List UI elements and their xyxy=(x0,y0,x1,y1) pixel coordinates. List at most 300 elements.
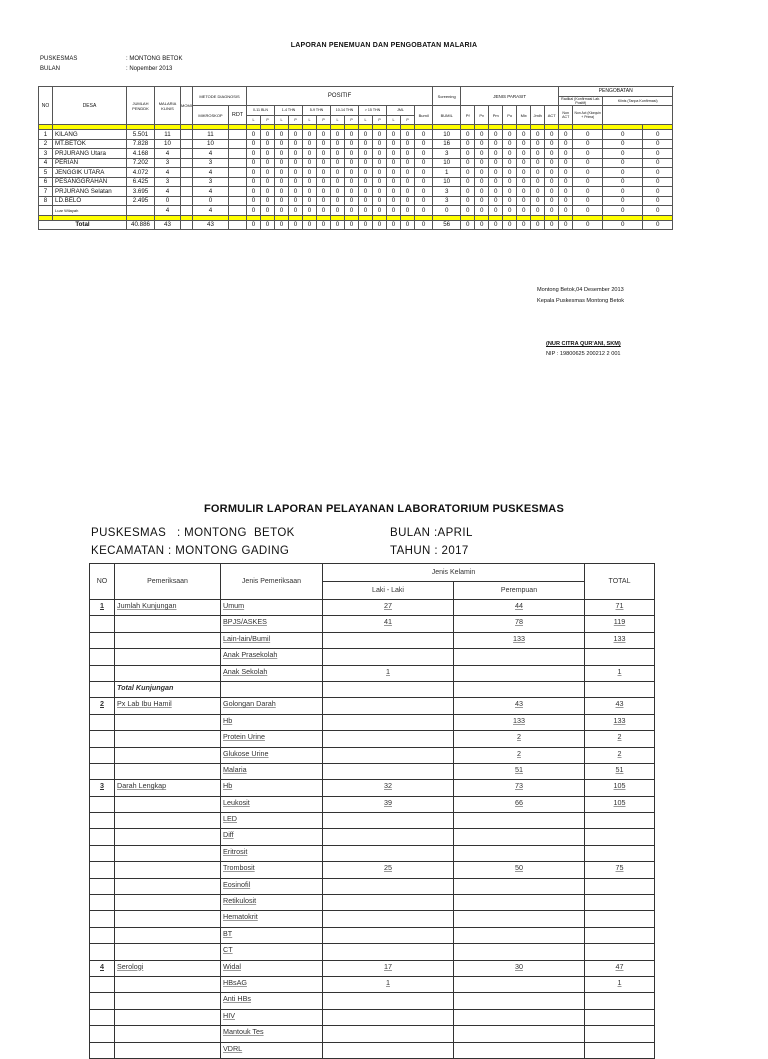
lab-pemeriksaan xyxy=(115,763,221,779)
zero-cell: 0 xyxy=(289,149,303,159)
col-bumil2: BUMIL xyxy=(433,106,461,125)
row-non-act: 0 xyxy=(573,149,603,159)
zero-cell: 0 xyxy=(331,158,345,168)
col-l: L xyxy=(275,115,289,125)
row-rdt xyxy=(229,158,247,168)
zero-cell: 0 xyxy=(517,196,531,206)
col-p: P xyxy=(345,115,359,125)
malaria-row xyxy=(39,187,673,197)
lab-no xyxy=(90,813,115,829)
zero-cell: 0 xyxy=(475,139,489,149)
lab-no xyxy=(90,796,115,812)
lab-row xyxy=(90,747,655,763)
lab-pemeriksaan xyxy=(115,813,221,829)
zero-cell: 0 xyxy=(415,139,433,149)
col-age3: 5-9 THN xyxy=(303,106,331,116)
zero-cell: 0 xyxy=(247,168,261,178)
zero-cell: 0 xyxy=(559,220,573,230)
col-act: ACT xyxy=(545,106,559,125)
row-rdt xyxy=(229,187,247,197)
zero-cell: 0 xyxy=(331,196,345,206)
zero-cell: 0 xyxy=(303,149,317,159)
row-screening: 16 xyxy=(433,139,461,149)
col-no: NO xyxy=(39,87,53,125)
zero-cell: 0 xyxy=(559,168,573,178)
lab-row xyxy=(90,845,655,861)
lab-jenis: HBsAG xyxy=(221,976,323,992)
row-screening: 3 xyxy=(433,149,461,159)
lab-no xyxy=(90,649,115,665)
zero-cell: 0 xyxy=(401,149,415,159)
lab-jenis: Trombosit xyxy=(221,862,323,878)
lab-laki: 17 xyxy=(323,960,454,976)
lab-no xyxy=(90,829,115,845)
zero-cell: 0 xyxy=(331,139,345,149)
lab-row xyxy=(90,944,655,960)
malaria-table xyxy=(38,86,673,230)
row-klinis-tanpa: 0 xyxy=(643,158,673,168)
lab-total xyxy=(585,681,655,697)
col-screening: Screening xyxy=(433,87,461,106)
lab-pemeriksaan xyxy=(115,632,221,648)
zero-cell: 0 xyxy=(303,206,317,216)
zero-cell: 0 xyxy=(517,220,531,230)
row-non-act: 0 xyxy=(573,206,603,216)
lab-pemeriksaan xyxy=(115,927,221,943)
zero-cell: 0 xyxy=(559,206,573,216)
zero-cell: 0 xyxy=(461,177,475,187)
total-screening: 56 xyxy=(433,220,461,230)
zero-cell: 0 xyxy=(387,139,401,149)
row-no: 4 xyxy=(39,158,53,168)
zero-cell: 0 xyxy=(373,158,387,168)
lab-jenis: Eosinofil xyxy=(221,878,323,894)
zero-cell: 0 xyxy=(401,206,415,216)
lab-pemeriksaan xyxy=(115,1009,221,1025)
zero-cell: 0 xyxy=(503,158,517,168)
row-jumlah: 4.072 xyxy=(127,168,155,178)
zero-cell: 0 xyxy=(303,187,317,197)
row-jumlah: 5.501 xyxy=(127,130,155,140)
lab-total: 1 xyxy=(585,665,655,681)
zero-cell: 0 xyxy=(489,168,503,178)
lab-total xyxy=(585,845,655,861)
zero-cell: 0 xyxy=(415,220,433,230)
lab-table xyxy=(89,563,655,1059)
lab-pemeriksaan: Px Lab Ibu Hamil xyxy=(115,698,221,714)
zero-cell: 0 xyxy=(531,220,545,230)
zero-cell: 0 xyxy=(373,130,387,140)
lab-pemeriksaan xyxy=(115,895,221,911)
zero-cell: 0 xyxy=(261,196,275,206)
row-no: 6 xyxy=(39,177,53,187)
row-momi xyxy=(181,139,193,149)
row-jumlah: 6.425 xyxy=(127,177,155,187)
zero-cell: 0 xyxy=(261,149,275,159)
lab-laki xyxy=(323,878,454,894)
col-desa: DESA xyxy=(53,87,127,125)
lab-no xyxy=(90,911,115,927)
col-positif: POSITIF xyxy=(247,87,433,106)
total-klinis: 43 xyxy=(155,220,181,230)
row-desa: Luar Wilayah xyxy=(53,206,127,216)
lab-perempuan xyxy=(454,1026,585,1042)
zero-cell: 0 xyxy=(387,168,401,178)
zero-cell: 0 xyxy=(303,220,317,230)
row-screening: 0 xyxy=(433,206,461,216)
lab-perempuan: 30 xyxy=(454,960,585,976)
zero-cell: 0 xyxy=(401,130,415,140)
lab-jenis: Malaria xyxy=(221,763,323,779)
lab-perempuan xyxy=(454,944,585,960)
col-l: L xyxy=(359,115,373,125)
zero-cell: 0 xyxy=(331,220,345,230)
row-non-act: 0 xyxy=(573,139,603,149)
row-klinis: 4 xyxy=(155,168,181,178)
lab-pemeriksaan: Jumlah Kunjungan xyxy=(115,600,221,616)
zero-cell: 0 xyxy=(415,196,433,206)
zero-cell: 0 xyxy=(345,206,359,216)
zero-cell: 0 xyxy=(401,168,415,178)
lab-perempuan: 73 xyxy=(454,780,585,796)
row-jumlah: 2.495 xyxy=(127,196,155,206)
col-l: L xyxy=(331,115,345,125)
lab-perempuan: 78 xyxy=(454,616,585,632)
zero-cell: 0 xyxy=(545,149,559,159)
lab-jenis: Lain-lain/Bumil xyxy=(221,632,323,648)
row-jumlah: 7.202 xyxy=(127,158,155,168)
lab-total: 51 xyxy=(585,763,655,779)
lab-pemeriksaan xyxy=(115,649,221,665)
col-p: P xyxy=(261,115,275,125)
lab-no xyxy=(90,714,115,730)
zero-cell: 0 xyxy=(373,139,387,149)
row-klinis: 0 xyxy=(155,196,181,206)
row-klinis: 4 xyxy=(155,187,181,197)
row-non-act: 0 xyxy=(573,130,603,140)
sign-nip: NIP : 19800625 200212 2 001 xyxy=(546,351,621,357)
lab-total: 119 xyxy=(585,616,655,632)
zero-cell: 0 xyxy=(373,220,387,230)
zero-cell: 0 xyxy=(373,187,387,197)
lab-perempuan xyxy=(454,813,585,829)
lab-no xyxy=(90,993,115,1009)
zero-cell: 0 xyxy=(401,220,415,230)
lab-total: 2 xyxy=(585,747,655,763)
zero-cell: 0 xyxy=(415,168,433,178)
lab-no xyxy=(90,1009,115,1025)
lab-perempuan: 133 xyxy=(454,632,585,648)
zero-cell: 0 xyxy=(331,130,345,140)
row-non-act2: 0 xyxy=(603,187,643,197)
zero-cell: 0 xyxy=(275,158,289,168)
zero-cell: 0 xyxy=(345,139,359,149)
zero-cell: 0 xyxy=(317,168,331,178)
zero-cell: 0 xyxy=(517,130,531,140)
zero-cell: 0 xyxy=(261,187,275,197)
lab-jenis: Hematokrit xyxy=(221,911,323,927)
lab-no xyxy=(90,747,115,763)
row-momi xyxy=(181,158,193,168)
row-desa: JENGGIK UTARA xyxy=(53,168,127,178)
row-jumlah: 4.168 xyxy=(127,149,155,159)
zero-cell: 0 xyxy=(359,187,373,197)
lab-total xyxy=(585,1042,655,1058)
col-bumil: Bumil xyxy=(415,106,433,125)
zero-cell: 0 xyxy=(317,130,331,140)
zero-cell: 0 xyxy=(475,168,489,178)
row-klinis-tanpa: 0 xyxy=(643,130,673,140)
lab-pemeriksaan xyxy=(115,616,221,632)
lab-laki: 41 xyxy=(323,616,454,632)
lab-no xyxy=(90,681,115,697)
lab-row xyxy=(90,649,655,665)
lab-row xyxy=(90,829,655,845)
zero-cell: 0 xyxy=(331,187,345,197)
lab-col-total: TOTAL xyxy=(585,564,655,600)
row-klinis: 4 xyxy=(155,149,181,159)
lab-no xyxy=(90,1026,115,1042)
zero-cell: 0 xyxy=(359,149,373,159)
zero-cell: 0 xyxy=(415,130,433,140)
lab-total: 133 xyxy=(585,714,655,730)
zero-cell: 0 xyxy=(489,130,503,140)
zero-cell: 0 xyxy=(475,196,489,206)
lab-jenis: Eritrosit xyxy=(221,845,323,861)
lab-row xyxy=(90,878,655,894)
zero-cell: 0 xyxy=(387,196,401,206)
row-non-act: 0 xyxy=(573,187,603,197)
col-radikal: Radikal (Konfirmasi Lab. Positif) xyxy=(559,96,603,106)
lab-pemeriksaan xyxy=(115,944,221,960)
zero-cell: 0 xyxy=(461,196,475,206)
zero-cell: 0 xyxy=(345,177,359,187)
lab-total: 105 xyxy=(585,780,655,796)
row-non-act2: 0 xyxy=(603,139,643,149)
lab-col-perempuan: Perempuan xyxy=(454,582,585,600)
zero-cell: 0 xyxy=(345,187,359,197)
lab-jenis: Anak Prasekolah xyxy=(221,649,323,665)
lab-laki xyxy=(323,763,454,779)
zero-cell: 0 xyxy=(489,149,503,159)
lab-jenis: Anti HBs xyxy=(221,993,323,1009)
lab-row xyxy=(90,1026,655,1042)
malaria-row xyxy=(39,130,673,140)
zero-cell: 0 xyxy=(247,206,261,216)
zero-cell: 0 xyxy=(461,187,475,197)
zero-cell: 0 xyxy=(317,220,331,230)
lab-perempuan xyxy=(454,649,585,665)
row-non-act: 0 xyxy=(573,177,603,187)
zero-cell: 0 xyxy=(289,158,303,168)
lab-total xyxy=(585,895,655,911)
zero-cell: 0 xyxy=(545,196,559,206)
lab-total: 2 xyxy=(585,731,655,747)
zero-cell: 0 xyxy=(489,196,503,206)
row-desa: MT.BETOK xyxy=(53,139,127,149)
zero-cell: 0 xyxy=(517,177,531,187)
row-non-act2: 0 xyxy=(603,177,643,187)
total-label: Total xyxy=(39,220,127,230)
row-klinis: 4 xyxy=(155,206,181,216)
col-age2: 1-4 THN xyxy=(275,106,303,116)
lab-perempuan xyxy=(454,895,585,911)
lab-row xyxy=(90,993,655,1009)
zero-cell: 0 xyxy=(387,220,401,230)
zero-cell: 0 xyxy=(359,177,373,187)
lab-no: 3 xyxy=(90,780,115,796)
col-p: P xyxy=(317,115,331,125)
lab-laki xyxy=(323,927,454,943)
zero-cell: 0 xyxy=(275,196,289,206)
row-klinis-tanpa: 0 xyxy=(643,206,673,216)
row-momi xyxy=(181,206,193,216)
lab-tahun: TAHUN : 2017 xyxy=(390,545,469,557)
col-age1: 0-11 BLN xyxy=(247,106,275,116)
lab-pemeriksaan: Total Kunjungan xyxy=(115,681,221,697)
lab-row xyxy=(90,632,655,648)
col-l: L xyxy=(247,115,261,125)
lab-jenis: Mantouk Tes xyxy=(221,1026,323,1042)
row-momi xyxy=(181,196,193,206)
zero-cell: 0 xyxy=(531,187,545,197)
col-l: L xyxy=(387,115,401,125)
lab-row xyxy=(90,763,655,779)
malaria-row xyxy=(39,139,673,149)
zero-cell: 0 xyxy=(461,149,475,159)
lab-perempuan: 44 xyxy=(454,600,585,616)
lab-perempuan xyxy=(454,993,585,1009)
lab-perempuan xyxy=(454,927,585,943)
lab-laki: 27 xyxy=(323,600,454,616)
col-jml: JML xyxy=(387,106,415,116)
lab-perempuan xyxy=(454,665,585,681)
row-no: 1 xyxy=(39,130,53,140)
col-jumlah: JUMLAH PENDDK xyxy=(127,87,155,125)
row-desa: PRJURANG Utara xyxy=(53,149,127,159)
row-no: 2 xyxy=(39,139,53,149)
lab-jenis: Umum xyxy=(221,600,323,616)
row-screening: 3 xyxy=(433,187,461,197)
zero-cell: 0 xyxy=(331,168,345,178)
zero-cell: 0 xyxy=(275,130,289,140)
row-mikroskop: 4 xyxy=(193,206,229,216)
zero-cell: 0 xyxy=(289,196,303,206)
row-klinis-tanpa: 0 xyxy=(643,177,673,187)
col-mikroskop: MIKROSKOP xyxy=(193,106,229,125)
row-klinis: 3 xyxy=(155,177,181,187)
zero-cell: 0 xyxy=(275,168,289,178)
zero-cell: 0 xyxy=(289,168,303,178)
lab-jenis: Widal xyxy=(221,960,323,976)
zero-cell: 0 xyxy=(275,206,289,216)
zero-cell: 0 xyxy=(503,177,517,187)
malaria-row xyxy=(39,168,673,178)
lab-perempuan xyxy=(454,1009,585,1025)
col-pm: Pm xyxy=(489,106,503,125)
col-age4: 10-14 THN xyxy=(331,106,359,116)
zero-cell: 0 xyxy=(261,168,275,178)
zero-cell: 0 xyxy=(317,196,331,206)
row-non-act: 0 xyxy=(573,168,603,178)
lab-no xyxy=(90,731,115,747)
row-klinis: 10 xyxy=(155,139,181,149)
lab-no xyxy=(90,845,115,861)
lab-jenis: Retikulosit xyxy=(221,895,323,911)
bulan-label: BULAN xyxy=(40,66,61,72)
lab-no xyxy=(90,976,115,992)
row-no: 7 xyxy=(39,187,53,197)
row-screening: 10 xyxy=(433,130,461,140)
zero-cell: 0 xyxy=(461,206,475,216)
lab-row xyxy=(90,927,655,943)
col-jmlh: Jmlh xyxy=(531,106,545,125)
lab-perempuan xyxy=(454,681,585,697)
row-momi xyxy=(181,177,193,187)
row-mikroskop: 4 xyxy=(193,187,229,197)
zero-cell: 0 xyxy=(517,139,531,149)
lab-pemeriksaan xyxy=(115,1042,221,1058)
zero-cell: 0 xyxy=(531,139,545,149)
zero-cell: 0 xyxy=(275,149,289,159)
row-klinis-tanpa: 0 xyxy=(643,139,673,149)
col-momi: MOMI xyxy=(181,87,193,125)
lab-laki xyxy=(323,1009,454,1025)
lab-no xyxy=(90,862,115,878)
zero-cell: 0 xyxy=(289,139,303,149)
lab-total: 71 xyxy=(585,600,655,616)
lab-total: 43 xyxy=(585,698,655,714)
lab-no: 2 xyxy=(90,698,115,714)
lab-pemeriksaan xyxy=(115,862,221,878)
lab-total xyxy=(585,1009,655,1025)
zero-cell: 0 xyxy=(461,168,475,178)
lab-puskesmas: PUSKESMAS : MONTONG BETOK xyxy=(91,527,295,539)
zero-cell: 0 xyxy=(545,177,559,187)
zero-cell: 0 xyxy=(503,220,517,230)
lab-laki xyxy=(323,911,454,927)
lab-row xyxy=(90,665,655,681)
col-non-act2: Non Act (Klorquin + Prima) xyxy=(573,106,603,125)
lab-row xyxy=(90,895,655,911)
zero-cell: 0 xyxy=(331,206,345,216)
row-mikroskop: 10 xyxy=(193,139,229,149)
lab-row xyxy=(90,976,655,992)
zero-cell: 0 xyxy=(559,158,573,168)
zero-cell: 0 xyxy=(517,149,531,159)
col-p: P xyxy=(289,115,303,125)
row-rdt xyxy=(229,206,247,216)
lab-jenis: Anak Sekolah xyxy=(221,665,323,681)
col-pv: Pv xyxy=(475,106,489,125)
row-momi xyxy=(181,130,193,140)
lab-laki: 32 xyxy=(323,780,454,796)
row-no: 8 xyxy=(39,196,53,206)
zero-cell: 0 xyxy=(331,149,345,159)
row-desa: KILANG xyxy=(53,130,127,140)
lab-pemeriksaan xyxy=(115,747,221,763)
zero-cell: 0 xyxy=(489,187,503,197)
zero-cell: 0 xyxy=(317,158,331,168)
zero-cell: 0 xyxy=(545,168,559,178)
lab-laki: 39 xyxy=(323,796,454,812)
zero-cell: 0 xyxy=(289,177,303,187)
lab-laki xyxy=(323,829,454,845)
lab-pemeriksaan xyxy=(115,845,221,861)
lab-no xyxy=(90,944,115,960)
lab-total: 75 xyxy=(585,862,655,878)
zero-cell: 0 xyxy=(317,149,331,159)
